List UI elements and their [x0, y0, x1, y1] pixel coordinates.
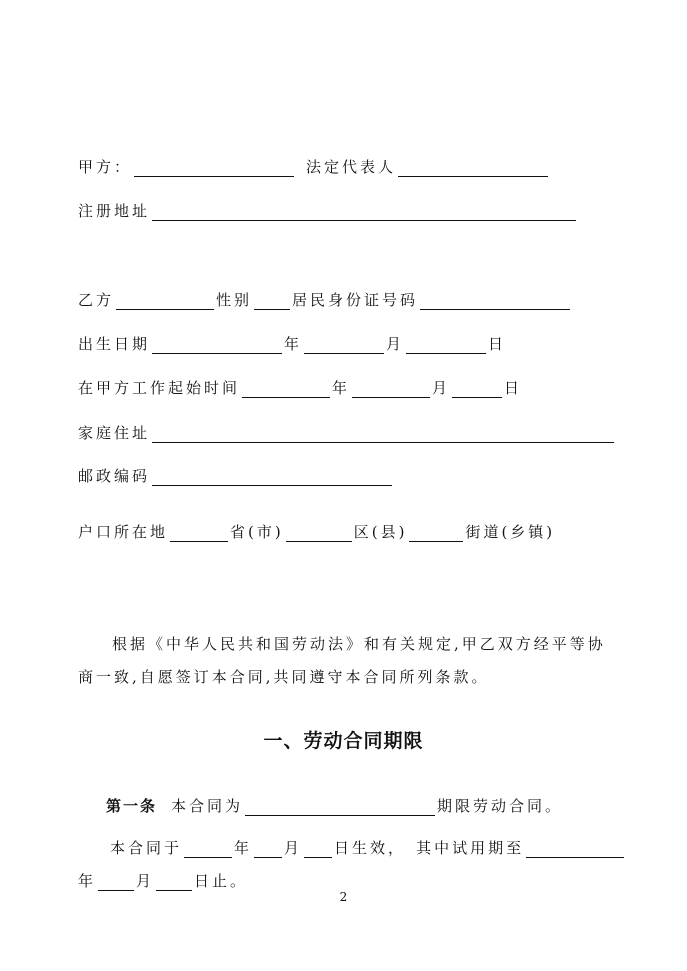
effective-label: 本合同于: [110, 839, 183, 857]
section-heading: 一、劳动合同期限: [263, 730, 424, 752]
postcode-label: 邮政编码: [78, 467, 151, 485]
effective-month-field[interactable]: [254, 841, 282, 858]
hukou-line: [78, 522, 555, 542]
party-a-name-field[interactable]: [134, 160, 294, 177]
article-1-label: 第一条: [106, 797, 158, 815]
reg-address-label: 注册地址: [78, 202, 151, 220]
street-label: 街道(乡镇): [465, 523, 556, 541]
article-1-line: [106, 796, 563, 816]
home-address-field[interactable]: [152, 426, 614, 443]
effective-date-line: [110, 838, 626, 858]
party-b-name-field[interactable]: [116, 293, 214, 310]
article-1-text-b: 期限劳动合同。: [437, 797, 564, 815]
probation-end-line: [78, 871, 248, 891]
contract-term-type-field[interactable]: [245, 799, 435, 816]
year-label: 年: [234, 839, 253, 857]
day-effective-label: 日生效，: [334, 839, 407, 857]
month-label: 月: [432, 379, 451, 397]
article-1-text-a: 本合同为: [171, 797, 244, 815]
birth-year-field[interactable]: [152, 337, 282, 354]
district-label: 区(县): [353, 523, 408, 541]
province-label: 省(市): [230, 523, 284, 541]
id-number-label: 居民身份证号码: [292, 291, 419, 309]
birth-date-label: 出生日期: [78, 335, 151, 353]
legal-rep-label: 法定代表人: [306, 158, 397, 176]
work-start-day-field[interactable]: [452, 381, 502, 398]
party-b-line: [78, 290, 572, 310]
home-address-label: 家庭住址: [78, 424, 151, 442]
year-label: 年: [78, 872, 97, 890]
hukou-street-field[interactable]: [409, 525, 463, 542]
legal-rep-field[interactable]: [398, 160, 548, 177]
postcode-line: [78, 466, 394, 486]
intro-paragraph: 根据《中华人民共和国劳动法》和有关规定,甲乙双方经平等协商一致,自愿签订本合同,共同遵守本合同所列条款。: [78, 635, 606, 686]
effective-day-field[interactable]: [304, 841, 332, 858]
party-b-label: 乙方: [78, 291, 115, 309]
party-a-label: 甲方：: [78, 158, 133, 176]
work-start-line: [78, 378, 522, 398]
year-label: 年: [332, 379, 351, 397]
probation-day-field[interactable]: [156, 874, 192, 891]
work-start-label: 在甲方工作起始时间: [78, 379, 241, 397]
page-number: 2: [339, 890, 348, 904]
month-label: 月: [136, 872, 155, 890]
hukou-district-field[interactable]: [286, 525, 352, 542]
work-start-month-field[interactable]: [352, 381, 430, 398]
effective-year-field[interactable]: [184, 841, 232, 858]
hukou-label: 户口所在地: [78, 523, 169, 541]
home-address-line: [78, 423, 616, 443]
gender-label: 性别: [216, 291, 253, 309]
probation-label: 其中试用期至: [416, 839, 525, 857]
day-label: 日: [488, 335, 507, 353]
id-number-field[interactable]: [420, 293, 570, 310]
birth-date-line: [78, 334, 506, 354]
birth-month-field[interactable]: [304, 337, 384, 354]
year-label: 年: [284, 335, 303, 353]
reg-address-field[interactable]: [152, 204, 576, 221]
end-day-label: 日止。: [194, 872, 249, 890]
day-label: 日: [504, 379, 523, 397]
month-label: 月: [386, 335, 405, 353]
postcode-field[interactable]: [152, 469, 392, 486]
probation-month-field[interactable]: [98, 874, 134, 891]
birth-day-field[interactable]: [406, 337, 486, 354]
gender-field[interactable]: [254, 293, 290, 310]
reg-address-line: [78, 201, 578, 221]
probation-year-field[interactable]: [526, 841, 624, 858]
hukou-province-field[interactable]: [170, 525, 228, 542]
month-label: 月: [284, 839, 303, 857]
party-a-line: [78, 157, 550, 177]
work-start-year-field[interactable]: [242, 381, 330, 398]
